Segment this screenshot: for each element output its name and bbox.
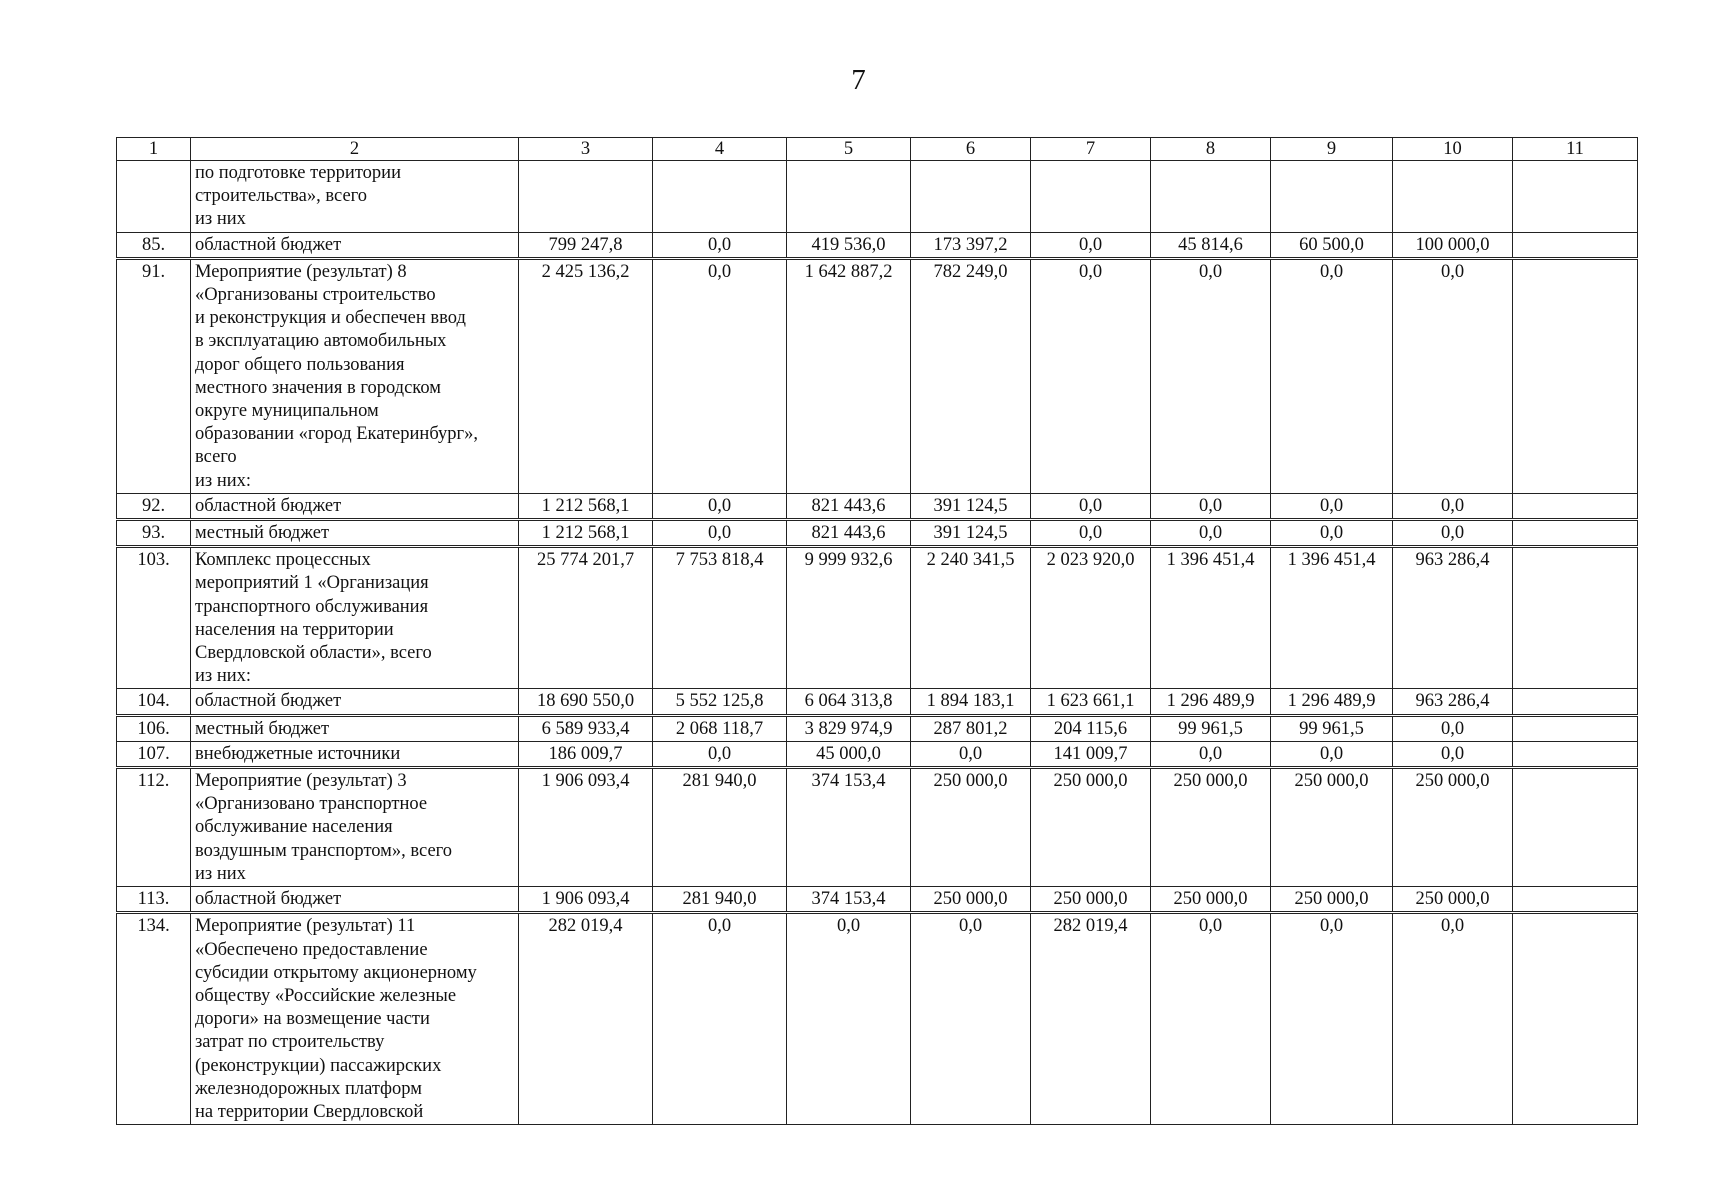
value-cell [1151, 161, 1271, 233]
value-cell: 99 961,5 [1151, 715, 1271, 741]
value-cell: 0,0 [787, 913, 911, 1125]
value-cell: 250 000,0 [1393, 887, 1513, 913]
value-cell: 9 999 932,6 [787, 547, 911, 689]
row-description: Комплекс процессных мероприятий 1 «Организация транспортного обслуживания населения на территории Свердловской области», всего из них: [191, 547, 519, 689]
value-cell: 0,0 [1151, 520, 1271, 547]
value-cell [1513, 493, 1638, 519]
value-cell: 250 000,0 [911, 768, 1031, 887]
value-cell: 1 906 093,4 [519, 768, 653, 887]
value-cell: 250 000,0 [1151, 887, 1271, 913]
column-header: 8 [1151, 138, 1271, 161]
row-description: областной бюджет [191, 689, 519, 715]
row-number: 134. [117, 913, 191, 1125]
value-cell: 963 286,4 [1393, 547, 1513, 689]
value-cell: 0,0 [1393, 520, 1513, 547]
row-description: Мероприятие (результат) 3 «Организовано транспортное обслуживание населения воздушным транспортом», всего из них [191, 768, 519, 887]
value-cell [1513, 232, 1638, 258]
value-cell [1513, 768, 1638, 887]
table-row [117, 689, 1638, 715]
value-cell: 281 940,0 [653, 768, 787, 887]
value-cell: 0,0 [1271, 520, 1393, 547]
value-cell [1271, 161, 1393, 233]
value-cell: 141 009,7 [1031, 741, 1151, 767]
row-description: местный бюджет [191, 715, 519, 741]
row-number: 103. [117, 547, 191, 689]
row-number: 104. [117, 689, 191, 715]
value-cell: 1 396 451,4 [1271, 547, 1393, 689]
row-number: 92. [117, 493, 191, 519]
value-cell: 0,0 [911, 913, 1031, 1125]
value-cell: 0,0 [1031, 520, 1151, 547]
value-cell: 391 124,5 [911, 493, 1031, 519]
value-cell [1513, 741, 1638, 767]
value-cell [1031, 161, 1151, 233]
value-cell: 391 124,5 [911, 520, 1031, 547]
column-header: 11 [1513, 138, 1638, 161]
table-row [117, 493, 1638, 519]
row-number: 91. [117, 258, 191, 493]
value-cell [519, 161, 653, 233]
value-cell: 100 000,0 [1393, 232, 1513, 258]
row-number: 113. [117, 887, 191, 913]
budget-table [116, 137, 1638, 1125]
value-cell: 1 212 568,1 [519, 520, 653, 547]
row-description: Мероприятие (результат) 8 «Организованы строительство и реконструкция и обеспечен ввод в эксплуатацию автомобильных дорог общего пользования местного значения в городском округе муниципальном образовании «город Екатеринбург», всего из них: [191, 258, 519, 493]
value-cell [911, 161, 1031, 233]
value-cell [787, 161, 911, 233]
row-number: 112. [117, 768, 191, 887]
row-description: местный бюджет [191, 520, 519, 547]
value-cell: 2 023 920,0 [1031, 547, 1151, 689]
column-header: 7 [1031, 138, 1151, 161]
value-cell: 0,0 [1151, 913, 1271, 1125]
row-number: 93. [117, 520, 191, 547]
value-cell: 1 906 093,4 [519, 887, 653, 913]
value-cell: 45 000,0 [787, 741, 911, 767]
value-cell: 0,0 [1031, 232, 1151, 258]
table-row [117, 887, 1638, 913]
value-cell: 821 443,6 [787, 520, 911, 547]
value-cell: 282 019,4 [1031, 913, 1151, 1125]
column-header: 5 [787, 138, 911, 161]
value-cell: 250 000,0 [1031, 768, 1151, 887]
table-row [117, 547, 1638, 689]
value-cell: 0,0 [1031, 493, 1151, 519]
value-cell: 0,0 [1393, 493, 1513, 519]
value-cell: 173 397,2 [911, 232, 1031, 258]
value-cell: 7 753 818,4 [653, 547, 787, 689]
value-cell: 0,0 [1151, 258, 1271, 493]
table-row [117, 741, 1638, 767]
value-cell: 3 829 974,9 [787, 715, 911, 741]
value-cell: 1 296 489,9 [1271, 689, 1393, 715]
value-cell: 1 212 568,1 [519, 493, 653, 519]
value-cell: 25 774 201,7 [519, 547, 653, 689]
table-header-row [117, 138, 1638, 161]
value-cell: 0,0 [1031, 258, 1151, 493]
table-row [117, 715, 1638, 741]
value-cell: 250 000,0 [1393, 768, 1513, 887]
row-number: 106. [117, 715, 191, 741]
row-number [117, 161, 191, 233]
value-cell: 0,0 [1151, 493, 1271, 519]
row-description: областной бюджет [191, 232, 519, 258]
row-description: внебюджетные источники [191, 741, 519, 767]
table-row [117, 232, 1638, 258]
value-cell: 1 894 183,1 [911, 689, 1031, 715]
row-description: областной бюджет [191, 493, 519, 519]
value-cell: 18 690 550,0 [519, 689, 653, 715]
value-cell: 0,0 [1393, 741, 1513, 767]
value-cell: 99 961,5 [1271, 715, 1393, 741]
value-cell: 250 000,0 [1271, 768, 1393, 887]
value-cell: 250 000,0 [1271, 887, 1393, 913]
table-row [117, 768, 1638, 887]
value-cell: 1 296 489,9 [1151, 689, 1271, 715]
value-cell: 0,0 [911, 741, 1031, 767]
value-cell: 6 589 933,4 [519, 715, 653, 741]
value-cell [653, 161, 787, 233]
column-header: 10 [1393, 138, 1513, 161]
value-cell [1513, 689, 1638, 715]
value-cell: 963 286,4 [1393, 689, 1513, 715]
column-header: 6 [911, 138, 1031, 161]
value-cell: 60 500,0 [1271, 232, 1393, 258]
value-cell: 374 153,4 [787, 768, 911, 887]
value-cell: 2 425 136,2 [519, 258, 653, 493]
row-number: 85. [117, 232, 191, 258]
value-cell: 419 536,0 [787, 232, 911, 258]
value-cell [1513, 887, 1638, 913]
value-cell: 287 801,2 [911, 715, 1031, 741]
row-description: областной бюджет [191, 887, 519, 913]
column-header: 1 [117, 138, 191, 161]
value-cell: 250 000,0 [911, 887, 1031, 913]
value-cell [1513, 520, 1638, 547]
value-cell: 0,0 [1271, 913, 1393, 1125]
value-cell: 0,0 [1393, 258, 1513, 493]
value-cell: 0,0 [653, 232, 787, 258]
value-cell: 1 642 887,2 [787, 258, 911, 493]
value-cell: 0,0 [1271, 258, 1393, 493]
value-cell: 250 000,0 [1151, 768, 1271, 887]
value-cell: 374 153,4 [787, 887, 911, 913]
value-cell: 6 064 313,8 [787, 689, 911, 715]
value-cell: 1 623 661,1 [1031, 689, 1151, 715]
value-cell: 799 247,8 [519, 232, 653, 258]
value-cell [1513, 913, 1638, 1125]
value-cell [1513, 161, 1638, 233]
column-header: 4 [653, 138, 787, 161]
table-row [117, 520, 1638, 547]
value-cell [1513, 258, 1638, 493]
column-header: 2 [191, 138, 519, 161]
value-cell: 0,0 [1271, 493, 1393, 519]
value-cell [1393, 161, 1513, 233]
value-cell: 250 000,0 [1031, 887, 1151, 913]
row-description: по подготовке территории строительства», всего из них [191, 161, 519, 233]
value-cell [1513, 547, 1638, 689]
value-cell: 282 019,4 [519, 913, 653, 1125]
value-cell: 0,0 [1271, 741, 1393, 767]
value-cell: 45 814,6 [1151, 232, 1271, 258]
table-row [117, 258, 1638, 493]
value-cell: 2 068 118,7 [653, 715, 787, 741]
value-cell: 2 240 341,5 [911, 547, 1031, 689]
value-cell: 1 396 451,4 [1151, 547, 1271, 689]
value-cell: 0,0 [653, 913, 787, 1125]
table-row [117, 913, 1638, 1125]
value-cell [1513, 715, 1638, 741]
table-row [117, 161, 1638, 233]
row-description: Мероприятие (результат) 11 «Обеспечено предоставление субсидии открытому акционерному обществу «Российские железные дороги» на возмещение части затрат по строительству (реконструкции) пассажирских железнодорожных платформ на территории Свердловской [191, 913, 519, 1125]
value-cell: 204 115,6 [1031, 715, 1151, 741]
value-cell: 782 249,0 [911, 258, 1031, 493]
value-cell: 281 940,0 [653, 887, 787, 913]
row-number: 107. [117, 741, 191, 767]
value-cell: 0,0 [1393, 715, 1513, 741]
value-cell: 821 443,6 [787, 493, 911, 519]
value-cell: 0,0 [653, 741, 787, 767]
value-cell: 0,0 [653, 258, 787, 493]
column-header: 3 [519, 138, 653, 161]
value-cell: 0,0 [653, 493, 787, 519]
value-cell: 0,0 [1151, 741, 1271, 767]
column-header: 9 [1271, 138, 1393, 161]
value-cell: 0,0 [1393, 913, 1513, 1125]
value-cell: 5 552 125,8 [653, 689, 787, 715]
value-cell: 0,0 [653, 520, 787, 547]
value-cell: 186 009,7 [519, 741, 653, 767]
page-number: 7 [851, 64, 866, 96]
